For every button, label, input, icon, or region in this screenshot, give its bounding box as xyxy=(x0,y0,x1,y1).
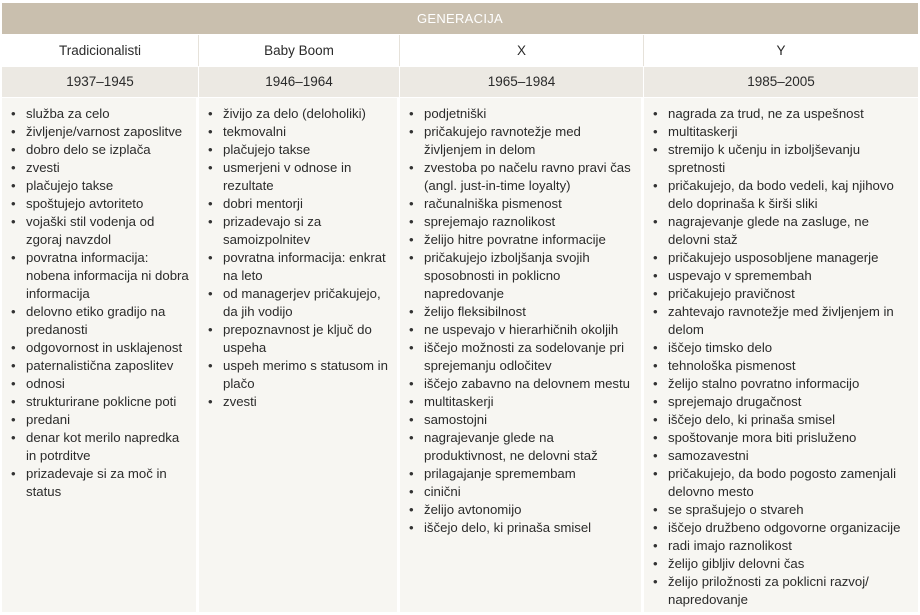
list-item: • samozavestni xyxy=(650,447,912,465)
list-item: • nagrajevanje glede na zasluge, ne delovni staž xyxy=(650,213,912,249)
column-header-baby-boom: Baby Boom xyxy=(199,35,400,66)
list-item: • odgovornost in usklajenost xyxy=(8,339,190,357)
list-item: • želijo priložnosti za poklicni razvoj/ napredovanje xyxy=(650,573,912,609)
list-item: • stremijo k učenju in izboljševanju spretnosti xyxy=(650,141,912,177)
list-item: • nagrada za trud, ne za uspešnost xyxy=(650,105,912,123)
list-item: • želijo avtonomijo xyxy=(406,501,635,519)
list-item: • želijo stalno povratno informacijo xyxy=(650,375,912,393)
list-item: • delovno etiko gradijo na predanosti xyxy=(8,303,190,339)
list-item: • zvesti xyxy=(8,159,190,177)
list-item: • prizadevajo si za samoizpolnitev xyxy=(205,213,391,249)
generation-years-row xyxy=(2,67,918,97)
list-item: • spoštujejo avtoriteto xyxy=(8,195,190,213)
list-item: • tekmovalni xyxy=(205,123,391,141)
list-item: • želijo gibljiv delovni čas xyxy=(650,555,912,573)
list-item: • dobro delo se izplača xyxy=(8,141,190,159)
list-item: • prilagajanje spremembam xyxy=(406,465,635,483)
years-baby-boom: 1946–1964 xyxy=(199,67,400,97)
traits-x xyxy=(400,98,644,612)
list-item: • plačujejo takse xyxy=(8,177,190,195)
list-item: • sprejemajo drugačnost xyxy=(650,393,912,411)
traits-y xyxy=(644,98,918,612)
list-item: • se sprašujejo o stvareh xyxy=(650,501,912,519)
list-item: • nagrajevanje glede na produktivnost, ne delovni staž xyxy=(406,429,635,465)
list-item: • želijo fleksibilnost xyxy=(406,303,635,321)
list-item: • denar kot merilo napredka in potrditve xyxy=(8,429,190,465)
list-item: • služba za celo xyxy=(8,105,190,123)
list-item: • uspeh merimo s statusom in plačo xyxy=(205,357,391,393)
list-item: • zvestoba po načelu ravno pravi čas (angl. just-in-time loyalty) xyxy=(406,159,635,195)
list-item: • multitaskerji xyxy=(650,123,912,141)
list-item: • povratna informacija: enkrat na leto xyxy=(205,249,391,285)
list-item: • od managerjev pričakujejo, da jih vodijo xyxy=(205,285,391,321)
traits-traditionalists xyxy=(2,98,199,612)
list-item: • paternalistična zaposlitev xyxy=(8,357,190,375)
list-item: • pričakujejo, da bodo vedeli, kaj njihovo delo doprinaša k širši sliki xyxy=(650,177,912,213)
list-item: • pričakujejo, da bodo pogosto zamenjali delovno mesto xyxy=(650,465,912,501)
column-header-y: Y xyxy=(776,43,786,58)
list-item: • želijo hitre povratne informacije xyxy=(406,231,635,249)
years-y: 1985–2005 xyxy=(747,74,815,89)
list-item: • podjetniški xyxy=(406,105,635,123)
list-item: • zvesti xyxy=(205,393,391,411)
list-item: • iščejo timsko delo xyxy=(650,339,912,357)
list-item: • uspevajo v spremembah xyxy=(650,267,912,285)
list-item: • strukturirane poklicne poti xyxy=(8,393,190,411)
list-item: • spoštovanje mora biti prisluženo xyxy=(650,429,912,447)
table-title: GENERACIJA xyxy=(2,3,918,34)
list-item: • pričakujejo usposobljene managerje xyxy=(650,249,912,267)
list-item: • pričakujejo ravnotežje med življenjem in delom xyxy=(406,123,635,159)
years-x: 1965–1984 xyxy=(400,67,644,97)
list-item: • živijo za delo (deloholiki) xyxy=(205,105,391,123)
list-item: • zahtevajo ravnotežje med življenjem in delom xyxy=(650,303,912,339)
list-item: • radi imajo raznolikost xyxy=(650,537,912,555)
list-item: • odnosi xyxy=(8,375,190,393)
list-item: • sprejemajo raznolikost xyxy=(406,213,635,231)
list-item: • cinični xyxy=(406,483,635,501)
list-item: • tehnološka pismenost xyxy=(650,357,912,375)
list-item: • računalniška pismenost xyxy=(406,195,635,213)
list-item: • ne uspevajo v hierarhičnih okoljih xyxy=(406,321,635,339)
list-item: • pričakujejo izboljšanja svojih sposobnosti in poklicno napredovanje xyxy=(406,249,635,303)
generation-names-row xyxy=(2,35,918,66)
traits-row xyxy=(2,98,918,612)
list-item: • povratna informacija: nobena informacija ni dobra informacija xyxy=(8,249,190,303)
traits-baby-boom xyxy=(199,98,400,612)
list-item: • plačujejo takse xyxy=(205,141,391,159)
list-item: • prizadevaje si za moč in status xyxy=(8,465,190,501)
list-item: • vojaški stil vodenja od zgoraj navzdol xyxy=(8,213,190,249)
list-item: • prepoznavnost je ključ do uspeha xyxy=(205,321,391,357)
list-item: • iščejo možnosti za sodelovanje pri sprejemanju odločitev xyxy=(406,339,635,375)
list-item: • pričakujejo pravičnost xyxy=(650,285,912,303)
list-item: • dobri mentorji xyxy=(205,195,391,213)
list-item: • samostojni xyxy=(406,411,635,429)
years-traditionalists: 1937–1945 xyxy=(2,67,199,97)
list-item: • iščejo delo, ki prinaša smisel xyxy=(650,411,912,429)
list-item: • iščejo družbeno odgovorne organizacije xyxy=(650,519,912,537)
column-header-x: X xyxy=(400,35,644,66)
list-item: • predani xyxy=(8,411,190,429)
column-header-traditionalists: Tradicionalisti xyxy=(2,35,199,66)
list-item: • življenje/varnost zaposlitve xyxy=(8,123,190,141)
list-item: • multitaskerji xyxy=(406,393,635,411)
list-item: • iščejo zabavno na delovnem mestu xyxy=(406,375,635,393)
list-item: • usmerjeni v odnose in rezultate xyxy=(205,159,391,195)
list-item: • iščejo delo, ki prinaša smisel xyxy=(406,519,635,537)
